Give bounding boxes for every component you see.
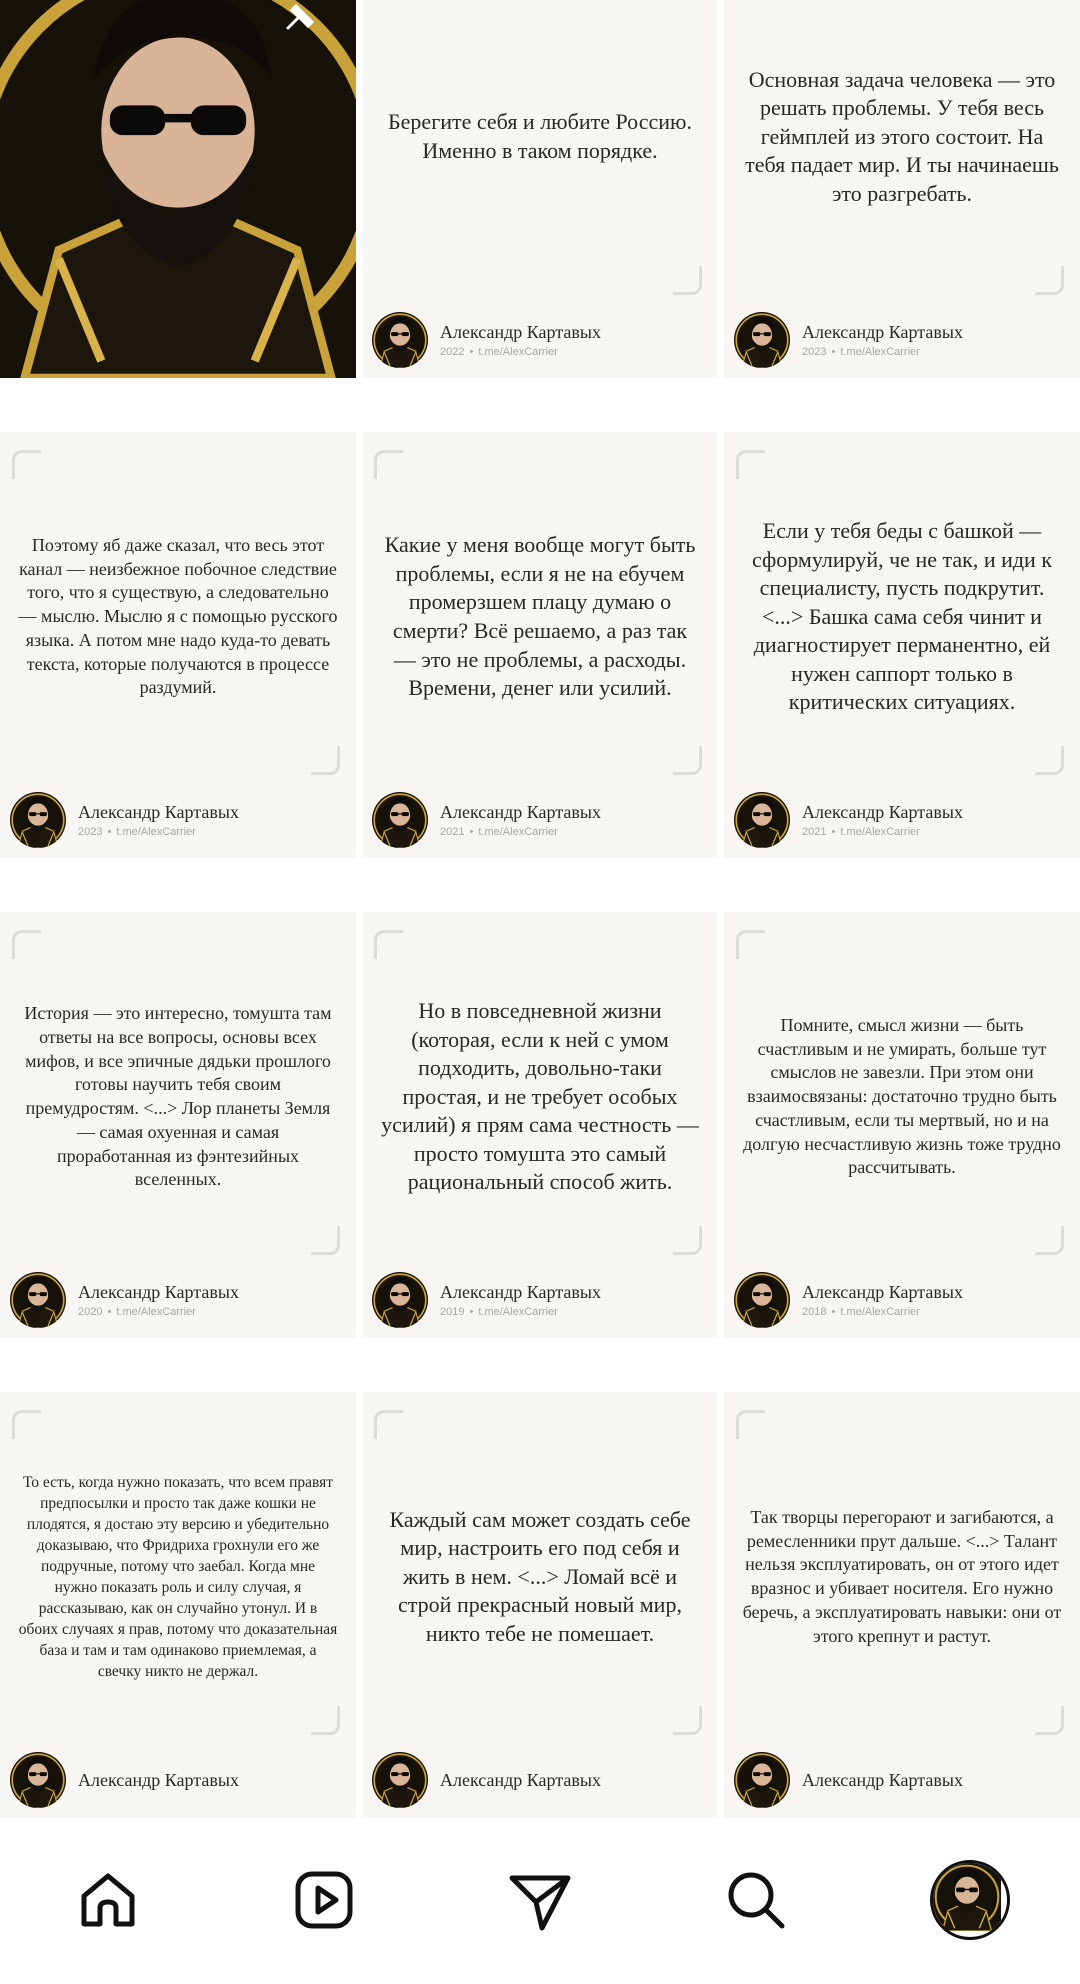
quote-text: Основная задача человека — это решать проблемы. У тебя весь геймплей из этого состоит. На тебя падает мир. И ты начинаешь это разгребать. [745, 66, 1059, 206]
quote-text: Если у тебя беды с башкой — сформулируй, че не так, и иди к специалисту, пусть подкрутит. <...> Башка сама себя чинит и диагностирует перманентно, ей нужен саппорт только в критических ситуациях. [751, 517, 1053, 715]
author-name: Александр Картавых [802, 802, 963, 822]
author-name: Александр Картавых [440, 1769, 601, 1790]
author-block: Александр Картавых 2018 • t.me/AlexCarrier [734, 1272, 963, 1328]
channel-link: t.me/AlexCarrier [840, 346, 920, 358]
post-tile-image[interactable] [0, 0, 356, 378]
post-tile[interactable] [362, 912, 718, 1338]
corner-decoration [374, 450, 403, 479]
tab-reels[interactable] [284, 1860, 364, 1940]
portrait-image [0, 0, 356, 378]
quote-text: Но в повседневной жизни (которая, если к ней с умом подходить, довольно-таки простая, и не требует особых усилий) я прям сама честность — просто томушта это самый рациональный способ жить. [381, 997, 699, 1195]
quote-text: Каждый сам может создать себе мир, настроить его под себя и жить в нем. <...> Ломай всё и строй прекрасный новый мир, никто тебе не помешает. [389, 1506, 691, 1646]
author-name: Александр Картавых [802, 322, 963, 342]
post-year: 2023 [802, 346, 827, 358]
quote-text: Берегите себя и любите Россию. Именно в таком порядке. [388, 109, 692, 163]
post-tile[interactable] [362, 432, 718, 858]
author-block: Александр Картавых 2019 • t.me/AlexCarrier [372, 1272, 601, 1328]
post-tile[interactable] [724, 0, 1080, 378]
corner-decoration [673, 1226, 702, 1255]
reels-icon [290, 1866, 358, 1934]
author-avatar [734, 312, 790, 368]
author-name: Александр Картавых [78, 1282, 239, 1302]
author-name: Александр Картавых [440, 1282, 601, 1302]
author-block: Александр Картавых 2023 • t.me/AlexCarrier [10, 792, 239, 848]
home-icon [74, 1866, 142, 1934]
author-block: Александр Картавых 2021 • t.me/AlexCarrier [734, 792, 963, 848]
corner-decoration [12, 930, 41, 959]
post-tile[interactable] [362, 0, 718, 378]
author-block [372, 1752, 601, 1808]
corner-decoration [311, 1226, 340, 1255]
tab-home[interactable] [68, 1860, 148, 1940]
author-block [10, 1752, 239, 1808]
search-icon [722, 1866, 790, 1934]
direct-icon [506, 1866, 574, 1934]
corner-decoration [12, 1410, 41, 1439]
author-block [734, 1752, 963, 1808]
post-year: 2020 [78, 1306, 103, 1318]
post-tile[interactable] [362, 1392, 718, 1818]
channel-link: t.me/AlexCarrier [478, 1306, 558, 1318]
corner-decoration [736, 1410, 765, 1439]
channel-link: t.me/AlexCarrier [116, 1306, 196, 1318]
author-block: Александр Картавых 2021 • t.me/AlexCarrier [372, 792, 601, 848]
bottom-tab-bar [0, 1830, 1080, 1984]
corner-decoration [673, 1706, 702, 1735]
quote-text: То есть, когда нужно показать, что всем правят предпосылки и просто так даже кошки не плодятся, я достаю эту версию и убедительно доказываю, что Фридриха грохнули его же подручные, потому что заебал. Когда мне нужно показать роль и силу случая, я рассказываю, как он случайно утонул. И в обоих случаях я прав, потому что доказательная база и там и там одинаково приемлемая, а свечку никто не держал. [18, 1473, 338, 1681]
tab-profile[interactable] [930, 1860, 1010, 1940]
author-name: Александр Картавых [78, 802, 239, 822]
post-year: 2018 [802, 1306, 827, 1318]
post-year: 2021 [440, 826, 465, 838]
corner-decoration [1035, 746, 1064, 775]
corner-decoration [673, 746, 702, 775]
corner-decoration [12, 450, 41, 479]
author-avatar [10, 1272, 66, 1328]
post-tile[interactable] [0, 912, 356, 1338]
author-avatar [734, 1272, 790, 1328]
corner-decoration [311, 1706, 340, 1735]
channel-link: t.me/AlexCarrier [840, 826, 920, 838]
author-avatar [372, 792, 428, 848]
author-name: Александр Картавых [802, 1282, 963, 1302]
channel-link: t.me/AlexCarrier [478, 346, 558, 358]
corner-decoration [374, 930, 403, 959]
corner-decoration [673, 266, 702, 295]
post-year: 2023 [78, 826, 103, 838]
author-avatar [372, 1752, 428, 1808]
channel-link: t.me/AlexCarrier [116, 826, 196, 838]
quote-text: История — это интересно, томушта там ответы на все вопросы, основы всех мифов, и все эпичные дядьки прошлого готовы научить тебя своим премудростям. <...> Лор планеты Земля — самая охуенная и самая проработанная из фэнтезийных вселенных. [24, 1003, 332, 1190]
corner-decoration [736, 450, 765, 479]
corner-decoration [1035, 1706, 1064, 1735]
quote-text: Помните, смысл жизни — быть счастливым и не умирать, больше тут смыслов не завезли. При этом они взаимосвязаны: достаточно трудно быть счастливым, если ты мертвый, но и на долгую несчастливую жизнь тоже трудно рассчитывать. [743, 1014, 1061, 1178]
corner-decoration [374, 1410, 403, 1439]
corner-decoration [311, 746, 340, 775]
author-avatar [10, 792, 66, 848]
profile-avatar [930, 1860, 1010, 1940]
channel-link: t.me/AlexCarrier [478, 826, 558, 838]
quote-text: Поэтому яб даже сказал, что весь этот канал — неизбежное побочное следствие того, что я существую, а следовательно — мыслю. Мыслю я с помощью русского языка. А потом мне надо куда-то девать текста, которые получаются в процессе раздумий. [18, 534, 338, 698]
post-year: 2019 [440, 1306, 465, 1318]
author-name: Александр Картавых [802, 1769, 963, 1790]
post-tile[interactable] [724, 912, 1080, 1338]
tab-direct[interactable] [500, 1860, 580, 1940]
corner-decoration [1035, 266, 1064, 295]
quote-text: Так творцы перегорают и загибаются, а ремесленники прут дальше. <...> Талант нельзя эксплуатировать, он от этого идет вразнос и убивает носителя. Его нужно беречь, а эксплуатировать навыки: они от этого крепнут и растут. [742, 1506, 1062, 1646]
author-avatar [372, 312, 428, 368]
post-year: 2021 [802, 826, 827, 838]
author-block: Александр Картавых 2020 • t.me/AlexCarrier [10, 1272, 239, 1328]
channel-link: t.me/AlexCarrier [840, 1306, 920, 1318]
author-name: Александр Картавых [440, 802, 601, 822]
tab-search[interactable] [716, 1860, 796, 1940]
author-avatar [372, 1272, 428, 1328]
quote-text: Какие у меня вообще могут быть проблемы, если я не на ебучем промерзшем плацу думаю о смерти? Всё решаемо, а раз так — это не проблемы, а расходы. Времени, денег или усилий. [384, 532, 696, 701]
pin-icon [282, 0, 322, 30]
author-avatar [734, 1752, 790, 1808]
author-avatar [10, 1752, 66, 1808]
author-block: Александр Картавых 2023 • t.me/AlexCarrier [734, 312, 963, 368]
author-avatar [734, 792, 790, 848]
corner-decoration [1035, 1226, 1064, 1255]
corner-decoration [736, 930, 765, 959]
post-tile[interactable] [0, 1392, 356, 1818]
post-tile[interactable] [724, 432, 1080, 858]
author-name: Александр Картавых [78, 1769, 239, 1790]
post-tile[interactable] [0, 432, 356, 858]
post-tile[interactable] [724, 1392, 1080, 1818]
author-name: Александр Картавых [440, 322, 601, 342]
post-year: 2022 [440, 346, 465, 358]
author-block: Александр Картавых 2022 • t.me/AlexCarrier [372, 312, 601, 368]
